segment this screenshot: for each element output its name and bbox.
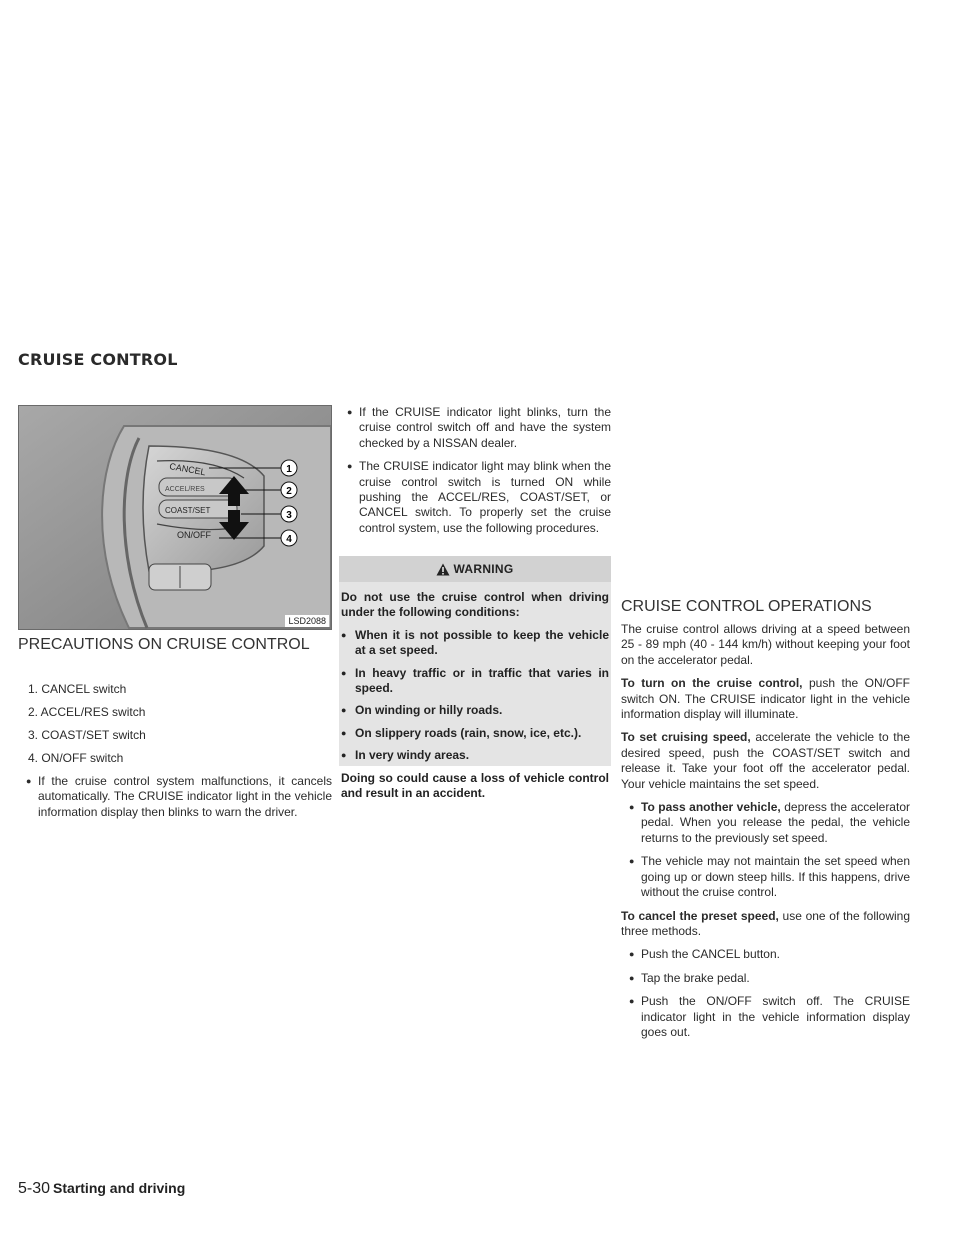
precautions-column — [18, 682, 332, 828]
legend-item: 2. ACCEL/RES switch — [28, 705, 146, 719]
cancel-text: use one of the following three methods. — [621, 908, 911, 938]
set-text: accelerate the vehicle to the desired speed, push the COAST/SET switch and release it. Take your foot off the accelerator pedal. Your vehicle maintains the set speed. — [621, 730, 910, 791]
switch-legend-list — [18, 682, 332, 766]
precaution-bullets-2 — [339, 405, 611, 536]
set-speed-paragraph — [621, 730, 910, 792]
warning-header — [339, 556, 611, 582]
operations-intro: The cruise control allows driving at a speed between 25 - 89 mph (40 - 144 km/h) without keeping your foot on the accelerator pedal. — [621, 622, 910, 667]
warning-list — [341, 628, 609, 764]
precautions-heading: PRECAUTIONS ON CRUISE CONTROL — [18, 636, 310, 653]
warning-body — [339, 582, 611, 801]
steering-switch-illustration — [19, 406, 331, 629]
label-coast-set: COAST/SET — [165, 506, 211, 515]
callout-3 — [281, 506, 297, 522]
bullet-item: ● The CRUISE indicator light may blink when the cruise control switch is turned ON while pushing the ACCEL/RES, COAST/SET, or CANCEL switch. To properly set the cruise control system, use the following procedures. — [339, 459, 611, 536]
warning-triangle-icon — [436, 563, 450, 576]
page-footer — [18, 1180, 185, 1198]
cancel-paragraph — [621, 909, 910, 940]
legend-item: 1. CANCEL switch — [28, 682, 127, 696]
warning-box — [339, 556, 611, 801]
legend-item: 4. ON/OFF switch — [28, 751, 124, 765]
operations-heading: CRUISE CONTROL OPERATIONS — [621, 598, 872, 615]
warning-outro: Doing so could cause a loss of vehicle control and result in an accident. — [341, 770, 609, 801]
precautions-column-2 — [339, 405, 611, 544]
label-accel-res: ACCEL/RES — [165, 486, 205, 493]
cancel-method: ● Push the CANCEL button. — [621, 947, 910, 962]
svg-text:4: 4 — [286, 534, 292, 545]
svg-text:1: 1 — [286, 464, 292, 475]
turn-on-lead: To turn on the cruise control, — [621, 676, 803, 691]
set-lead: To set cruising speed, — [621, 730, 751, 745]
cancel-methods-list — [621, 947, 910, 1040]
callout-2 — [281, 482, 297, 498]
set-speed-bullets — [621, 800, 910, 900]
label-cancel: CANCEL — [168, 461, 207, 478]
warning-item: ● When it is not possible to keep the vehicle at a set speed. — [341, 628, 609, 659]
warning-item: ● In very windy areas. — [341, 748, 609, 763]
svg-text:2: 2 — [286, 486, 292, 497]
warning-item: ● On slippery roads (rain, snow, ice, etc.). — [341, 726, 609, 741]
cancel-method: ● Push the ON/OFF switch off. The CRUISE indicator light in the vehicle information display goes out. — [621, 994, 910, 1040]
warning-intro: Do not use the cruise control when driving under the following conditions: — [341, 590, 609, 620]
cancel-lead: To cancel the preset speed, — [621, 908, 779, 923]
bullet-item: ● If the CRUISE indicator light blinks, turn the cruise control switch off and have the system checked by a NISSAN dealer. — [339, 405, 611, 451]
pass-text: depress the accelerator pedal. When you release the pedal, the vehicle returns to the previously set speed. — [641, 800, 910, 845]
hills-item: ● The vehicle may not maintain the set speed when going up or down steep hills. If this happens, drive without the cruise control. — [621, 854, 910, 900]
warning-item: ● On winding or hilly roads. — [341, 703, 609, 718]
pass-lead: To pass another vehicle, — [641, 800, 781, 815]
callout-1 — [281, 460, 297, 476]
cancel-method: ● Tap the brake pedal. — [621, 971, 910, 986]
warning-title: WARNING — [453, 562, 514, 576]
legend-item: 3. COAST/SET switch — [28, 728, 146, 742]
figure-code: LSD2088 — [285, 615, 329, 627]
turn-on-text: push the ON/OFF switch ON. The CRUISE indicator light in the vehicle information display will illuminate. — [621, 676, 910, 722]
pass-item — [621, 800, 910, 846]
turn-on-paragraph — [621, 676, 910, 722]
operations-column — [621, 622, 910, 1048]
cruise-control-switch-figure — [18, 405, 332, 630]
callout-4 — [281, 530, 297, 546]
warning-item: ● In heavy traffic or in traffic that varies in speed. — [341, 666, 609, 697]
footer-section: Starting and driving — [53, 1180, 186, 1196]
precaution-bullets-1 — [18, 774, 332, 820]
page-number: 5-30 — [18, 1180, 51, 1197]
bullet-item: ● If the cruise control system malfunctions, it cancels automatically. The CRUISE indicator light in the vehicle information display then blinks to warn the driver. — [18, 774, 332, 820]
section-title: CRUISE CONTROL — [18, 350, 178, 369]
svg-text:3: 3 — [286, 510, 292, 521]
label-on-off: ON/OFF — [177, 530, 211, 540]
